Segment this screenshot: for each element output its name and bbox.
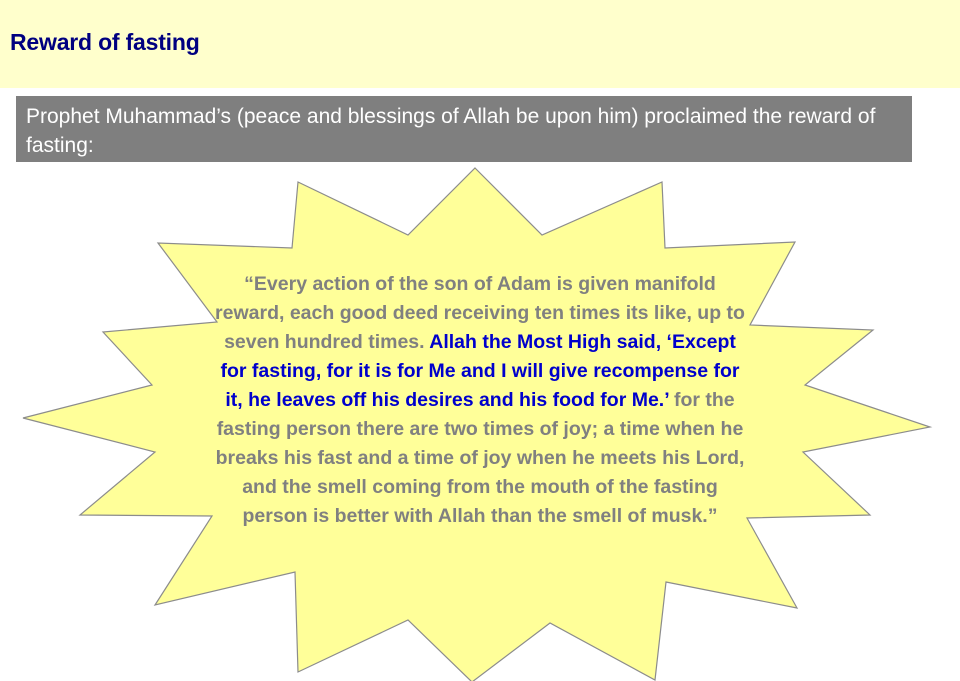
title-band (0, 0, 960, 88)
intro-text-box (16, 96, 912, 162)
slide-title: Reward of fasting (10, 29, 200, 55)
quote-part-1: “Every action of the son of Adam is given manifold reward, each good deed receiving ten times its like, up to seven hundred times. (215, 273, 745, 353)
intro-text: Prophet Muhammad’s (peace and blessings of Allah be upon him) proclaimed the reward of fasting: (26, 105, 876, 157)
quote-part-2-highlight: Allah the Most High said, ‘Except for fasting, for it is for Me and I will give recompense for it, he leaves off his desires and his food for Me.’ (220, 331, 740, 411)
quote-part-3: for the fasting person there are two times of joy; a time when he breaks his fast and a time of joy when he meets his Lord, and the smell coming from the mouth of the fasting person is better with Allah than the smell of musk.” (215, 389, 745, 527)
hadith-quote (210, 270, 750, 531)
